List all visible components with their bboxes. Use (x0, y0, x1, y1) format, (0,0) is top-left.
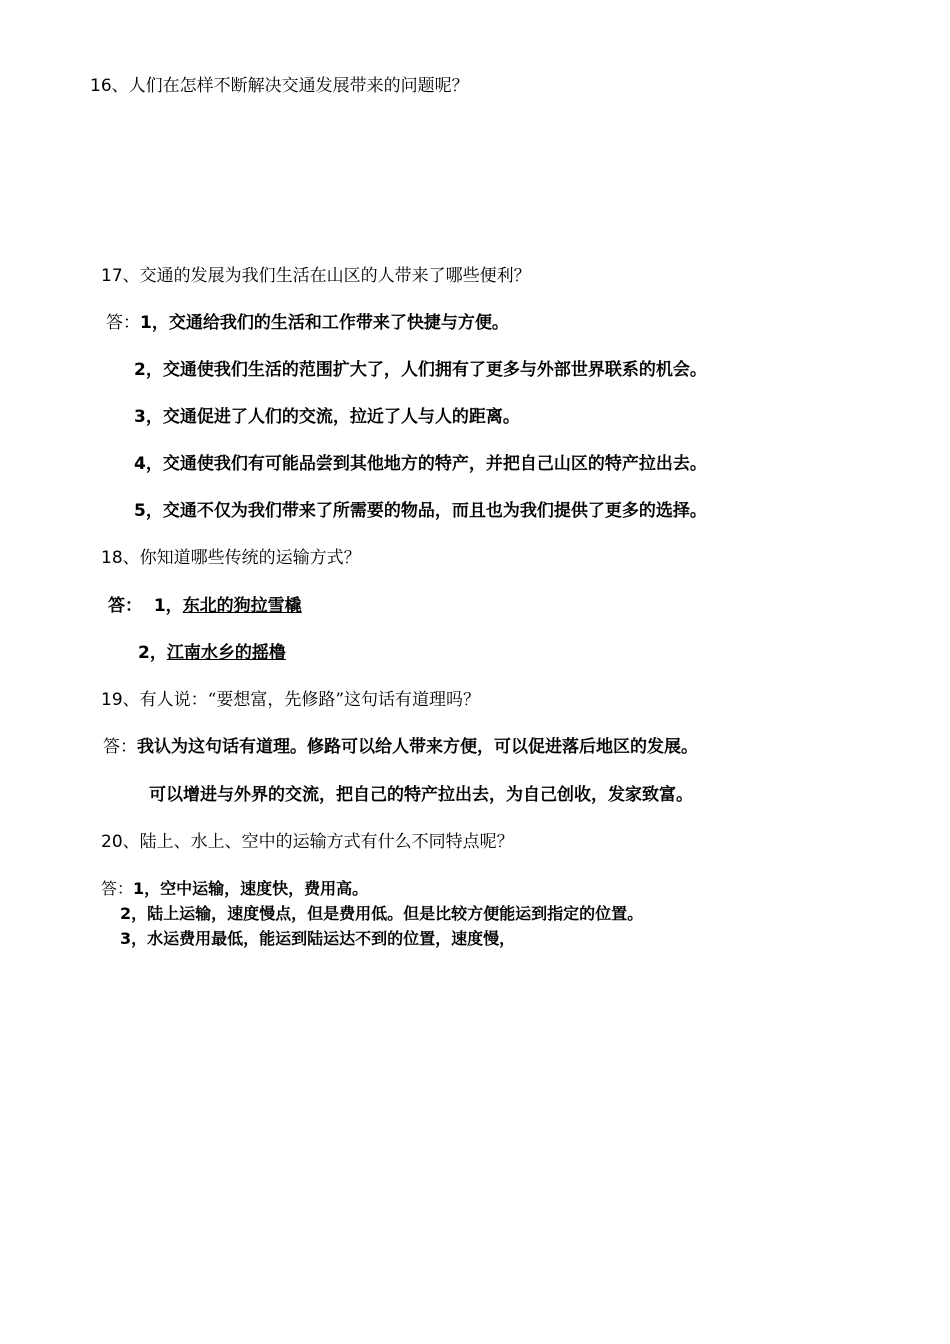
question-19 (101, 689, 480, 711)
answer-text: 3，水运费用最低，能运到陆运达不到的位置，速度慢， (120, 929, 516, 948)
answer-17-line-4 (134, 453, 707, 475)
answer-text: 5，交通不仅为我们带来了所需要的物品，而且也为我们提供了更多的选择。 (134, 501, 707, 521)
question-number: 19 (101, 690, 123, 710)
question-16 (90, 75, 469, 97)
answer-number: 2， (138, 643, 167, 663)
answer-text: 1，交通给我们的生活和工作带来了快捷与方便。 (140, 313, 509, 333)
answer-20-line-2 (120, 904, 643, 924)
answer-17-line-2 (134, 359, 707, 381)
answer-20-line-3 (120, 929, 515, 949)
question-number: 18 (101, 548, 123, 568)
answer-18-line-1 (108, 595, 302, 617)
answer-text: 4，交通使我们有可能品尝到其他地方的特产，并把自己山区的特产拉出去。 (134, 454, 707, 474)
answer-19-line-2 (149, 784, 693, 806)
question-number: 20 (101, 832, 123, 852)
answer-text: 3，交通促进了人们的交流，拉近了人与人的距离。 (134, 407, 520, 427)
answer-17-line-3 (134, 406, 520, 428)
answer-text: 可以增进与外界的交流，把自己的特产拉出去，为自己创收，发家致富。 (149, 785, 693, 805)
question-number: 17 (101, 266, 123, 286)
answer-text: 1，空中运输，速度快，费用高。 (133, 879, 369, 898)
answer-19-line-1 (103, 736, 698, 758)
question-text: 、有人说：“要想富，先修路”这句话有道理吗？ (122, 690, 481, 710)
answer-18-line-2 (138, 642, 286, 664)
answer-17-line-1 (106, 312, 509, 334)
question-text: 、你知道哪些传统的运输方式？ (122, 548, 361, 568)
question-text: 、人们在怎样不断解决交通发展带来的问题呢？ (111, 76, 469, 96)
answer-20-line-1 (101, 879, 368, 899)
answer-text: 2，交通使我们生活的范围扩大了，人们拥有了更多与外部世界联系的机会。 (134, 360, 707, 380)
question-text: 、交通的发展为我们生活在山区的人带来了哪些便利？ (122, 266, 531, 286)
answer-prefix: 答： (106, 313, 140, 333)
answer-text: 东北的狗拉雪橇 (182, 596, 302, 616)
answer-prefix: 答： (101, 879, 134, 898)
answer-prefix: 答： (108, 596, 142, 616)
question-18 (101, 547, 361, 569)
answer-prefix: 答： (103, 737, 137, 757)
answer-text: 江南水乡的摇橹 (166, 643, 286, 663)
answer-number: 1， (153, 596, 183, 616)
answer-17-line-5 (134, 500, 707, 522)
question-20 (101, 831, 514, 853)
question-17 (101, 265, 531, 287)
question-number: 16 (90, 76, 112, 96)
answer-text: 我认为这句话有道理。修路可以给人带来方便，可以促进落后地区的发展。 (137, 737, 698, 757)
question-text: 、陆上、水上、空中的运输方式有什么不同特点呢？ (122, 832, 514, 852)
answer-text: 2，陆上运输，速度慢点，但是费用低。但是比较方便能运到指定的位置。 (120, 904, 644, 923)
